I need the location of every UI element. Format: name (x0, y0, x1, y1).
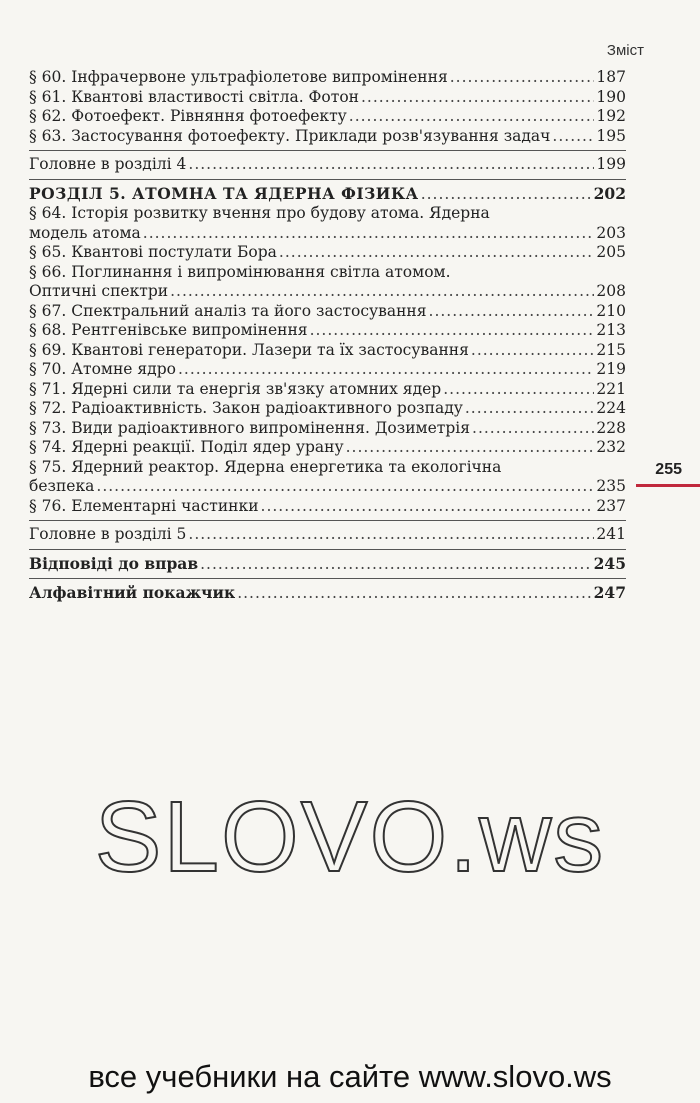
toc-entry-67[interactable] (29, 302, 626, 322)
entry-title: § 66. Поглинання і випромінювання світла атомом. (29, 262, 451, 281)
entry-title: § 63. Застосування фотоефекту. Приклади розв'язування задач (29, 126, 551, 145)
entry-page: 232 (596, 438, 626, 456)
entry-page: 210 (596, 301, 626, 320)
entry-page: 213 (596, 321, 626, 339)
entry-title: § 65. Квантові постулати Бора (29, 243, 277, 261)
toc-entry-chapter5-summary[interactable] (29, 525, 626, 545)
toc-entry-76[interactable] (29, 497, 626, 517)
entry-title: § 72. Радіоактивність. Закон радіоактивного розпаду (29, 399, 463, 417)
entry-title: § 70. Атомне ядро (29, 360, 176, 378)
toc-entry-70[interactable] (29, 360, 626, 380)
entry-page: 203 (596, 223, 626, 242)
page-number: 255 (655, 461, 682, 478)
leader-dots (188, 155, 594, 175)
page-marker-line (636, 484, 700, 487)
toc-entry-68[interactable] (29, 321, 626, 341)
leader-dots (178, 360, 594, 380)
toc-entry-index[interactable] (29, 583, 626, 604)
entry-title-cont: Оптичні спектри (29, 282, 169, 300)
leader-dots (552, 127, 594, 147)
toc-entry-75[interactable] (29, 458, 626, 497)
entry-title-cont: модель атома (29, 223, 141, 242)
leader-dots (170, 282, 594, 302)
leader-dots (472, 419, 594, 439)
entry-page: 190 (596, 87, 626, 106)
entry-page: 199 (596, 155, 626, 173)
leader-dots (361, 88, 594, 108)
toc-entry-61[interactable] (29, 88, 626, 108)
entry-title: § 64. Історія розвитку вчення про будову атома. Ядерна (29, 204, 490, 222)
chapter-title: РОЗДІЛ 5. АТОМНА ТА ЯДЕРНА ФІЗИКА (29, 183, 419, 203)
entry-title: § 76. Елементарні частинки (29, 496, 259, 515)
toc-entry-74[interactable] (29, 438, 626, 458)
watermark-logo: SLOVO.ws (94, 781, 606, 893)
footer-caption: все учебники на сайте www.slovo.ws (88, 1059, 612, 1094)
section-header: Зміст (606, 42, 644, 59)
toc-entry-69[interactable] (29, 341, 626, 361)
leader-dots (346, 438, 595, 458)
entry-title: Алфавітний покажчик (29, 583, 236, 602)
entry-title-cont: безпека (29, 477, 95, 495)
entry-title: § 71. Ядерні сили та енергія зв'язку атомних ядер (29, 379, 442, 398)
toc-entry-72[interactable] (29, 399, 626, 419)
entry-page: 205 (596, 243, 626, 261)
section-divider (29, 520, 626, 521)
entry-page: 187 (596, 68, 626, 86)
entry-title: § 62. Фотоефект. Рівняння фотоефекту (29, 107, 347, 125)
entry-title: § 68. Рентгенівське випромінення (29, 321, 308, 339)
entry-page: 208 (596, 282, 626, 300)
toc-entry-63[interactable] (29, 127, 626, 147)
toc-entry-71[interactable] (29, 380, 626, 400)
entry-title: § 61. Квантові властивості світла. Фотон (29, 87, 359, 106)
entry-page: 247 (593, 583, 626, 602)
leader-dots (279, 243, 594, 263)
entry-page: 245 (593, 553, 626, 573)
toc-entry-65[interactable] (29, 243, 626, 263)
entry-title: Відповіді до вправ (29, 553, 199, 573)
toc-entry-chapter4-summary[interactable] (29, 155, 626, 175)
leader-dots (237, 584, 591, 604)
leader-dots (349, 107, 595, 127)
toc-entry-answers[interactable] (29, 554, 626, 575)
entry-page: 202 (593, 183, 626, 203)
entry-title: § 67. Спектральний аналіз та його застосування (29, 301, 427, 320)
leader-dots (421, 185, 592, 205)
toc-entry-73[interactable] (29, 419, 626, 439)
table-of-contents (29, 68, 626, 604)
leader-dots (261, 497, 595, 517)
leader-dots (143, 224, 595, 244)
toc-entry-chapter-5[interactable] (29, 184, 626, 205)
entry-page: 224 (596, 399, 626, 417)
section-divider (29, 578, 626, 579)
leader-dots (465, 399, 595, 419)
leader-dots (96, 477, 594, 497)
leader-dots (443, 380, 594, 400)
leader-dots (310, 321, 595, 341)
entry-title: § 69. Квантові генератори. Лазери та їх застосування (29, 340, 469, 359)
entry-page: 215 (596, 340, 626, 359)
entry-page: 237 (596, 496, 626, 515)
toc-entry-62[interactable] (29, 107, 626, 127)
entry-page: 235 (596, 477, 626, 495)
section-divider (29, 549, 626, 550)
toc-entry-66[interactable] (29, 263, 626, 302)
entry-title: § 73. Види радіоактивного випромінення. Дозиметрія (29, 418, 471, 437)
leader-dots (200, 555, 592, 575)
entry-page: 241 (596, 525, 626, 543)
entry-title: § 74. Ядерні реакції. Поділ ядер урану (29, 438, 344, 456)
toc-entry-64[interactable] (29, 204, 626, 243)
entry-title: § 60. Інфрачервоне ультрафіолетове випромінення (29, 68, 448, 86)
leader-dots (188, 525, 594, 545)
entry-title: § 75. Ядерний реактор. Ядерна енергетика та екологічна (29, 457, 502, 476)
leader-dots (450, 68, 595, 88)
entry-page: 219 (596, 360, 626, 378)
leader-dots (471, 341, 595, 361)
entry-page: 221 (596, 379, 626, 398)
section-divider (29, 179, 626, 180)
section-divider (29, 150, 626, 151)
entry-title: Головне в розділі 4 (29, 155, 187, 173)
leader-dots (429, 302, 595, 322)
entry-page: 195 (596, 126, 626, 145)
entry-page: 192 (596, 107, 626, 125)
entry-page: 228 (596, 418, 626, 437)
entry-title: Головне в розділі 5 (29, 525, 187, 543)
toc-entry-60[interactable] (29, 68, 626, 88)
